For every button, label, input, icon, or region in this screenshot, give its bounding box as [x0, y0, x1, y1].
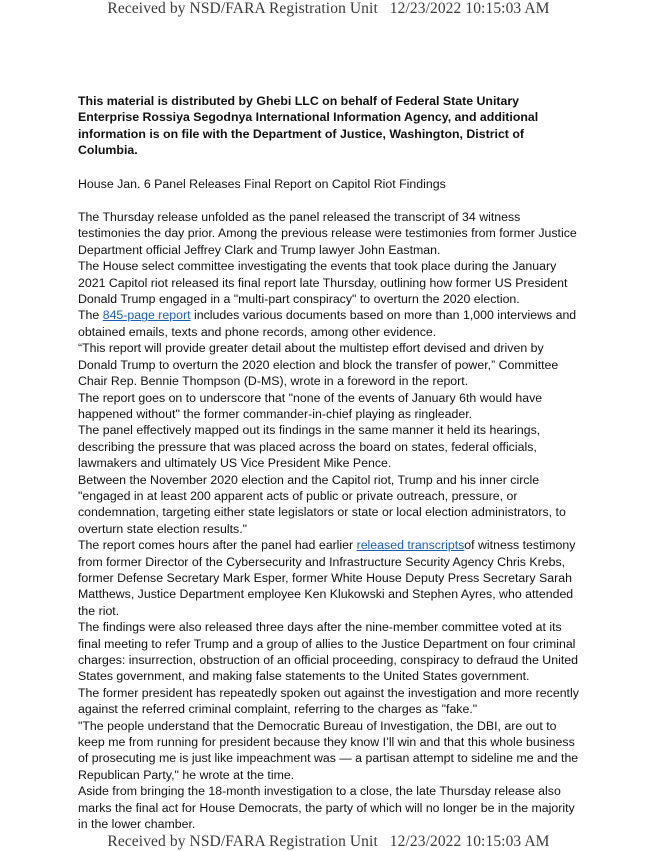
- paragraph-3: [78, 307, 583, 340]
- paragraph-10: The former president has repeatedly spoken out against the investigation and more recently against the referred criminal complaint, referring to the charges as "fake.": [78, 685, 579, 717]
- distribution-disclaimer: This material is distributed by Ghebi LLC on behalf of Federal State Unitary Enterprise Rossiya Segodnya International Information Agency, and additional information is on file with the Department of Justice, Washington, District of Columbia.: [78, 94, 539, 158]
- paragraph-2: The House select committee investigating the events that took place during the January 2021 Capitol riot released its final report late Thursday, outlining how former US President Donald Trump engaged in a "multi-part conspiracy" to overturn the 2020 election.: [78, 259, 568, 307]
- paragraph-8-text: of witness testimony from former Director of the Cybersecurity and Infrastructure Security Agency Chris Krebs, former Defense Secretary Mark Esper, former White House Deputy Press Secretary Sarah Matthews, Justice Department employee Ken Klukowski and Stephen Ayres, who attended the riot.: [78, 538, 576, 618]
- transcripts-link[interactable]: released transcripts: [356, 538, 465, 553]
- fara-registration-stamp-bottom: Received by NSD/FARA Registration Unit 12/23/2022 10:15:03 AM: [107, 833, 550, 850]
- paragraph-3-text: includes various documents based on more than 1,000 interviews and obtained emails, texts and phone records, among other evidence.: [78, 308, 577, 339]
- paragraph-12: Aside from bringing the 18-month investigation to a close, the late Thursday release also marks the final act for House Democrats, the party of which will no longer be in the majority in the lower chamber.: [78, 784, 575, 832]
- paragraph-6: The panel effectively mapped out its findings in the same manner it held its hearings, describing the pressure that was placed across the board on states, federal officials, lawmakers and ultimately US Vice President Mike Pence.: [78, 423, 541, 471]
- fara-registration-stamp-top: Received by NSD/FARA Registration Unit 12/23/2022 10:15:03 AM: [107, 0, 550, 17]
- document-body: [78, 93, 583, 832]
- paragraph-8: [78, 537, 583, 619]
- paragraph-1: The Thursday release unfolded as the panel released the transcript of 34 witness testimonies the day prior. Among the previous release were testimonies from former Justice Department official Jeffrey Clark and Trump lawyer John Eastman.: [78, 210, 577, 257]
- paragraph-9: The findings were also released three days after the nine-member committee voted at its final meeting to refer Trump and a group of allies to the Justice Department on four criminal charges: insurrection, obstruction of an official proceeding, conspiracy to defraud the United States government, and making false statements to the United States government.: [78, 620, 578, 684]
- paragraph-4: “This report will provide greater detail about the multistep effort devised and driven by Donald Trump to overturn the 2020 election and block the transfer of power,” Committee Chair Rep. Bennie Thompson (D-MS), wrote in a foreword in the report.: [78, 341, 559, 389]
- article-headline: House Jan. 6 Panel Releases Final Report on Capitol Riot Findings: [78, 176, 446, 191]
- paragraph-5: The report goes on to underscore that "none of the events of January 6th would have happened without" the former commander-in-chief playing as ringleader.: [78, 390, 543, 421]
- paragraph-3-lead: The: [78, 308, 103, 323]
- report-link[interactable]: 845-page report: [102, 308, 191, 323]
- paragraph-11: "The people understand that the Democratic Bureau of Investigation, the DBI, are out to keep me from running for president because they know I’ll win and that this whole business of prosecuting me is just like impeachment was — a partisan attempt to sideline me and the Republican Party," he wrote at the time.: [78, 718, 579, 782]
- paragraph-7: Between the November 2020 election and the Capitol riot, Trump and his inner circle "engaged in at least 200 apparent acts of public or private outreach, pressure, or condemnation, targeting either state legislators or state or local election administrators, to overturn state election results.": [78, 472, 566, 536]
- paragraph-8-lead: The report comes hours after the panel had earlier: [78, 538, 357, 553]
